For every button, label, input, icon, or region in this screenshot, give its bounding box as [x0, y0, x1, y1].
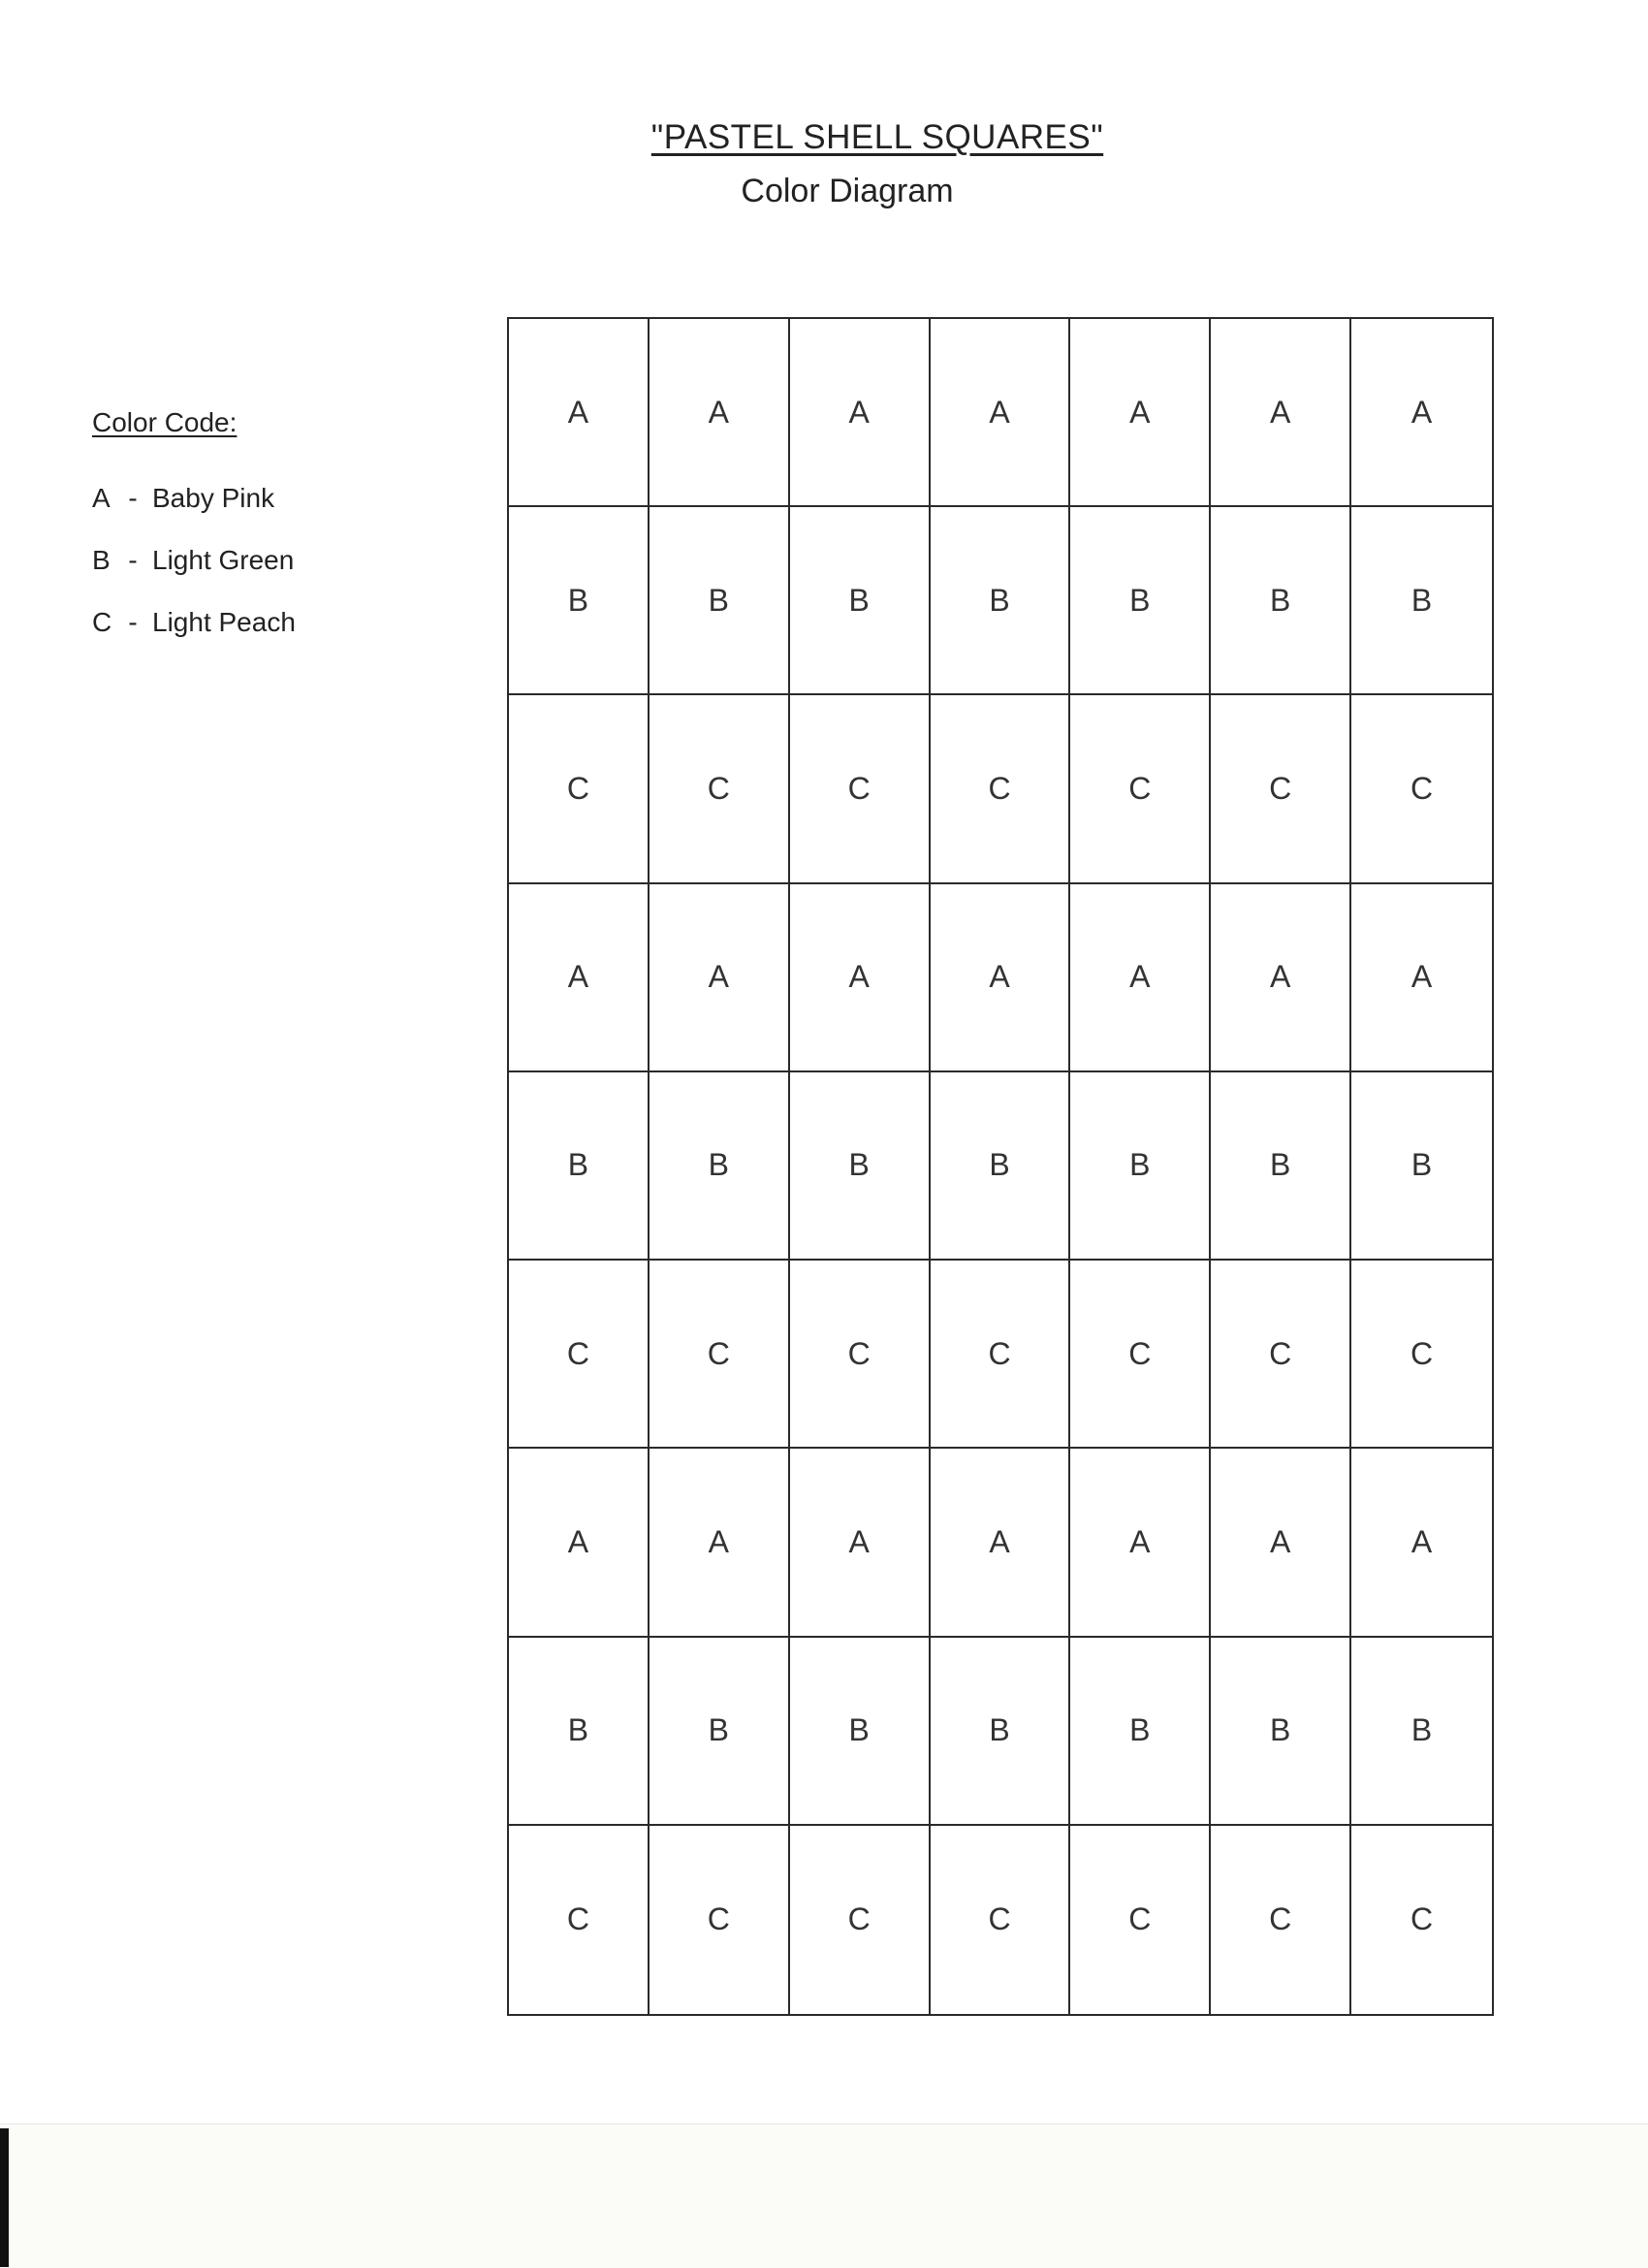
grid-cell: C: [1211, 695, 1351, 883]
grid-cell: B: [790, 1638, 931, 1826]
grid-cell: A: [1070, 319, 1211, 507]
grid-cell: C: [509, 695, 650, 883]
legend-dash: -: [128, 483, 138, 513]
grid-cell: B: [1351, 1072, 1492, 1261]
legend-label: Light Green: [152, 545, 295, 575]
grid-cell: C: [931, 1261, 1071, 1449]
grid-cell: B: [931, 507, 1071, 695]
grid-cell: B: [509, 1072, 650, 1261]
grid-cell: A: [509, 884, 650, 1072]
color-diagram-grid: [507, 317, 1494, 2016]
grid-cell: B: [650, 1638, 790, 1826]
grid-cell: C: [1070, 695, 1211, 883]
grid-cell: C: [790, 1261, 931, 1449]
grid-cell: B: [1211, 1638, 1351, 1826]
grid-cell: B: [1070, 1638, 1211, 1826]
grid-cell: A: [931, 319, 1071, 507]
grid-cell: A: [650, 1449, 790, 1637]
grid-cell: A: [1070, 884, 1211, 1072]
grid-cell: C: [650, 1261, 790, 1449]
grid-cell: A: [509, 319, 650, 507]
grid-cell: A: [1351, 1449, 1492, 1637]
grid-cell: B: [931, 1072, 1071, 1261]
grid-cell: C: [1070, 1826, 1211, 2014]
grid-cell: C: [1351, 1261, 1492, 1449]
grid-cell: A: [509, 1449, 650, 1637]
grid-cell: B: [931, 1638, 1071, 1826]
grid-cell: C: [650, 695, 790, 883]
grid-cell: C: [931, 695, 1071, 883]
grid-cell: A: [790, 884, 931, 1072]
grid-cell: B: [650, 507, 790, 695]
grid-cell: C: [1070, 1261, 1211, 1449]
grid-cell: C: [509, 1826, 650, 2014]
grid-cell: B: [1211, 507, 1351, 695]
grid-cell: C: [931, 1826, 1071, 2014]
legend-code: B: [92, 545, 111, 575]
grid-cell: A: [1211, 319, 1351, 507]
color-code-legend: [92, 407, 296, 654]
grid-cell: B: [790, 507, 931, 695]
grid-cell: A: [1351, 884, 1492, 1072]
legend-item-a: [92, 467, 296, 529]
legend-label: Light Peach: [152, 607, 296, 637]
grid-cell: A: [1211, 1449, 1351, 1637]
page-title: "PASTEL SHELL SQUARES": [650, 118, 1104, 156]
grid-cell: B: [1351, 507, 1492, 695]
grid-cell: B: [509, 1638, 650, 1826]
grid-cell: A: [1070, 1449, 1211, 1637]
grid-cell: C: [509, 1261, 650, 1449]
grid-cell: B: [1351, 1638, 1492, 1826]
grid-cell: C: [1410, 1901, 1434, 1937]
legend-code: A: [92, 483, 111, 513]
scan-edge-bar: [0, 2128, 9, 2267]
grid-cell: B: [790, 1072, 931, 1261]
legend-label: Baby Pink: [152, 483, 275, 513]
legend-dash: -: [128, 545, 138, 575]
grid-cell: C: [1211, 1826, 1351, 2014]
grid-cell: C: [1211, 1261, 1351, 1449]
grid-cell: A: [1211, 884, 1351, 1072]
legend-item-c: [92, 591, 296, 654]
grid-cell: C: [790, 695, 931, 883]
grid-cell: C: [650, 1826, 790, 2014]
grid-cell: A: [650, 319, 790, 507]
grid-cell: B: [650, 1072, 790, 1261]
scan-bottom-strip: [0, 2124, 1648, 2268]
grid-cell: B: [509, 507, 650, 695]
grid-cell: A: [931, 884, 1071, 1072]
grid-cell: C: [1351, 695, 1492, 883]
legend-item-b: [92, 529, 296, 591]
page-subtitle: Color Diagram: [741, 173, 954, 209]
grid-cell: B: [1070, 507, 1211, 695]
grid-cell: A: [790, 319, 931, 507]
grid-cell: A: [931, 1449, 1071, 1637]
grid-cell: B: [1070, 1072, 1211, 1261]
grid-cell: B: [1211, 1072, 1351, 1261]
grid-cell: A: [790, 1449, 931, 1637]
legend-code: C: [92, 607, 112, 637]
grid-cell: A: [1351, 319, 1492, 507]
grid-cell: A: [650, 884, 790, 1072]
grid-cell: C: [790, 1826, 931, 2014]
legend-heading: Color Code:: [92, 407, 238, 437]
legend-dash: -: [128, 607, 138, 637]
